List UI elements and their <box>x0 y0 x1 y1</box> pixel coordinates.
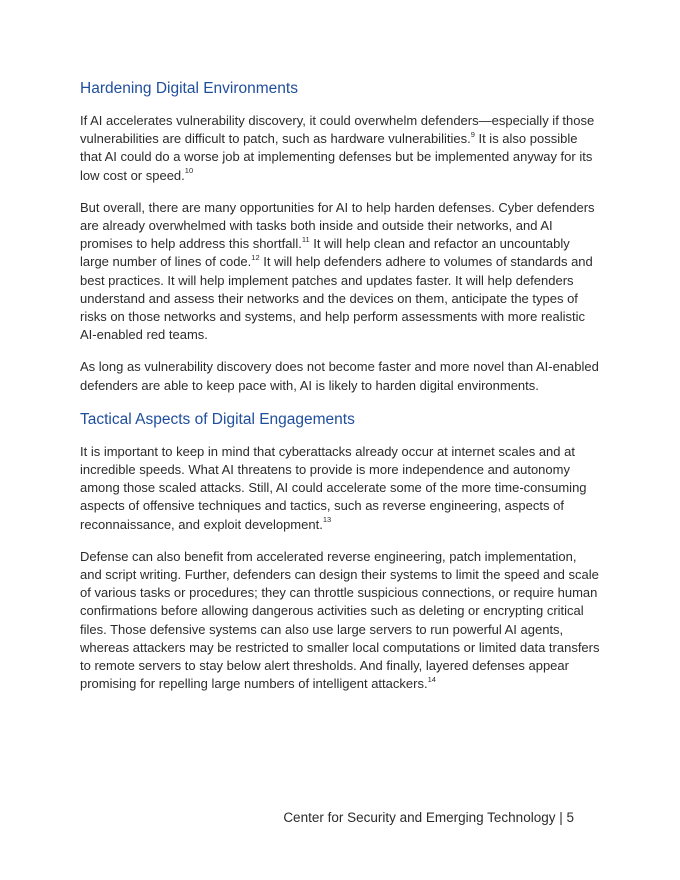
footnote-ref[interactable]: 14 <box>427 674 436 684</box>
paragraph: As long as vulnerability discovery does not become faster and more novel than AI-enabled defenders are able to keep pace with, AI is likely to harden digital environments. <box>80 359 599 393</box>
paragraph: It is important to keep in mind that cyberattacks already occur at internet scales and at incredible speeds. What AI threatens to provide is more independence and autonomy among those scaled attacks. Still, AI could accelerate some of the more time-consuming aspects of offensive techniques and tactics, such as reverse engineering, aspects of reconnaissance, and exploit development.$^{13}$ <box>80 443 587 532</box>
paragraph: Defense can also benefit from accelerated reverse engineering, patch implementation, and script writing. Further, defenders can design their systems to limit the speed and scale of various tasks or procedures; they can throttle suspicious connections, or require human confirmations before allowing dangerous activities such as deleting or encrypting critical files. Those defensive systems can also use large servers to run powerful AI agents, whereas attackers may be restricted to smaller local computations or limited data transfers to remote servers to stay below alert thresholds. And finally, layered defenses appear promising for repelling large numbers of intelligent attackers.$^{14}$ <box>80 548 600 692</box>
page-body <box>80 78 600 707</box>
page-footer <box>283 808 574 828</box>
footnote-ref[interactable]: 11 <box>301 234 310 244</box>
section-heading-hardening: Hardening Digital Environments <box>80 80 298 97</box>
paragraph: If AI accelerates vulnerability discovery, it could overwhelm defenders—especially if those vulnerabilities are difficult to patch, such as hardware vulnerabilities.$^9$ It is also possible that AI could do a worse job at implementing defenses but be implemented anyway for its low cost or speed.$^{10}$ <box>80 113 595 183</box>
footer-organization: Center for Security and Emerging Technology <box>283 810 556 825</box>
paragraph: But overall, there are many opportunities for AI to help harden defenses. Cyber defenders are already overwhelmed with tasks both inside and outside their networks, and AI promises to help address this shortfall.$^{11}$ It will help clean and refactor an uncountably large number of lines of code.$^{12}$ It will help defenders adhere to volumes of standards and best practices. It will help implement patches and updates faster. It will help defenders understand and assess their networks and the devices on them, anticipate the types of risks on those networks and systems, and help perform assessments with more realistic AI-enabled red teams. <box>80 199 595 343</box>
section-heading-tactical: Tactical Aspects of Digital Engagements <box>80 410 355 428</box>
footnote-ref[interactable]: 10 <box>184 166 194 176</box>
footnote-ref[interactable]: 12 <box>251 253 260 263</box>
footnote-ref[interactable]: 9 <box>470 129 475 139</box>
footnote-ref[interactable]: 13 <box>322 515 332 525</box>
page-number: 5 <box>566 810 574 825</box>
footer-separator: | <box>555 810 567 825</box>
